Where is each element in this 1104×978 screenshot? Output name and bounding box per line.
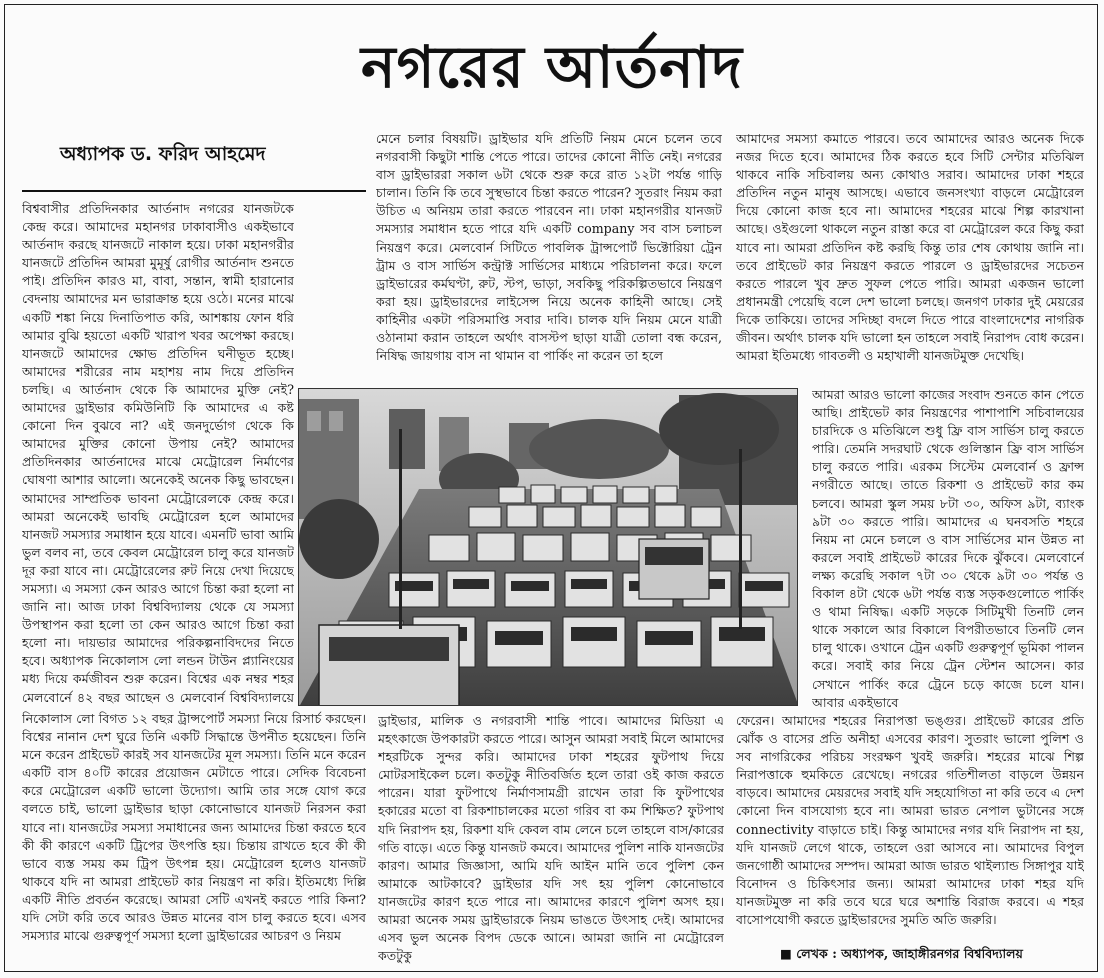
traffic-jam-photo bbox=[298, 388, 798, 706]
paragraph: আমাদের সমস্যা কমাতে পারবে। তবে আমাদের আরও অনেক দিকে নজর দিতে হবে। আমাদের ঠিক করতে হবে সিটি সেন্টার মতিঝিল থাকবে নাকি সচিবালয় অন্য কোথাও সরাব। আমাদের ঢাকা শহরে প্রতিদিন নতুন মানুষ আসছে। এভাবে জনসংখ্যা বাড়লে মেট্রোরেল দিয়ে কোনো কাজ হবে না। আমাদের শহরের মাঝে শিল্প কারখানা আছে। ওইগুলো থাকলে নতুন রাস্তা করে বা মেট্রোরেল করে কিছু করা যাবে না। আমরা প্রতিদিন কষ্ট করছি কিন্তু তার শেষ কোথায় জানি না। তবে প্রাইভেট কার নিয়ন্ত্রণ করতে পারলে ও ড্রাইভারদের সচেতন করতে পারলে খুব দ্রুত সুফল পেতে পারি। আমরা একজন ভালো প্রধানমন্ত্রী পেয়েছি বলে দেশ ভালো চলছে। জনগণ ঢাকার দুই মেয়রের দিকে তাকিয়ে। তাদের সদিচ্ছা বদলে দিতে পারে বাংলাদেশের নাগরিক জীবন। অর্থাৎ চালক যদি ভালো হন তাহলে সবাই নিরাপদ বোধ করেন। আমরা ইতিমধ্যে গাবতলী ও মহাখালী যানজটমুক্ত দেখেছি। bbox=[736, 131, 1084, 364]
column-3-middle bbox=[812, 386, 1084, 712]
byline-rule bbox=[22, 190, 366, 192]
author-credit: ■ লেখক : অধ্যাপক, জাহাঙ্গীরনগর বিশ্ববিদ্যালয় bbox=[780, 946, 1023, 961]
paragraph: নিকোলাস লো বিগত ১২ বছর ট্রান্সপোর্ট সমস্যা নিয়ে রিসার্চ করছেন। বিশ্বের নানান দেশ ঘুরে তিনি একটি সিদ্ধান্তে উপনীত হয়েছেন। তিনি মনে করেন প্রাইভেট কারই সব যানজটের মূল সমস্যা। তিনি মনে করেন একটি বাস ৪০টি কারের প্রয়োজন মেটাতে পারে। সেদিক বিবেচনা করে মেট্রোরেল একটি ভালো উদ্যোগ। আমি তার সঙ্গে যোগ করে বলতে চাই, ভালো ড্রাইভার ছাড়া কোনোভাবে যানজট নিরসন করা যাবে না। যানজটের সমস্যা সমাধানের জন্য আমাদের চিন্তা করতে হবে কী কী কারণে একটি ট্রিপের উৎপত্তি হয়। চিন্তায় রাখতে হবে কী কী ভাবে ব্যস্ত সময় কম ট্রিপ উৎপন্ন হয়। মেট্রোরেল হলেও যানজট থাকবে যদি না আমরা প্রাইভেট কার নিয়ন্ত্রণ না করি। ইতিমধ্যে দিল্লি একটি নীতি প্রবর্তন করেছে। আমরা সেটি এখনই করতে পারি কিনা? যদি সেটা করি তবে আরও উন্নত মানের বাস চালু করতে হবে। এসব সমস্যার মাঝে গুরুত্বপূর্ণ সমস্যা হলো ড্রাইভারের আচরণ ও নিয়ম bbox=[22, 711, 366, 944]
byline: অধ্যাপক ড. ফরিদ আহমেদ bbox=[60, 143, 266, 165]
column-1-bottom bbox=[22, 710, 366, 945]
traffic-jam-illustration bbox=[299, 389, 798, 706]
headline: নগরের আর্তনাদ bbox=[360, 33, 744, 101]
column-2-bottom bbox=[378, 712, 724, 964]
column-3-bottom bbox=[736, 712, 1084, 944]
column-2-top bbox=[376, 130, 722, 384]
paragraph: ড্রাইভার, মালিক ও নগরবাসী শান্তি পাবে। আমাদের মিডিয়া এ মহৎকাজে উপকারটা করতে পারে। আসুন আমরা সবাই মিলে আমাদের শহরটিকে সুন্দর করি। আমাদের ঢাকা শহরের ফুটপাথ দিয়ে মোটরসাইকেল চলে। কতটুকু নীতিবর্জিত হলে তারা ওই কাজ করতে পারেন। যারা ফুটপাথে নির্মাণসামগ্রী রাখেন তারা কি ফুটপাথের হকারের মতো বা রিকশাচালকের মতো গরিব বা কম শিক্ষিত? ফুটপাথ যদি নিরাপদ হয়, রিকশা যদি কেবল বাম লেনে চলে তাহলে বাস/কারের গতি বাড়ে। এতে কিন্তু যানজট কমবে। আমাদের পুলিশ নাকি যানজটের কারণ। আমার জিজ্ঞাসা, আমি যদি আইন মানি তবে পুলিশ কেন আমাকে আটকাবে? ড্রাইভার যদি সৎ হয় পুলিশ কোনোভাবে যানজটের কারণ হতে পারে না। আমাদের কারণে পুলিশ অসৎ হয়। আমরা অনেক সময় ড্রাইভারকে নিয়ম ভাঙতে উৎসাহ দেই। আমাদের এসব ভুল অনেক বিপদ ডেকে আনে। আমরা জানি না মেট্রোরেল কতটুকু bbox=[378, 713, 724, 964]
paragraph: বিশ্ববাসীর প্রতিদিনকার আর্তনাদ নগরের যানজটকে কেন্দ্র করে। আমাদের মহানগর ঢাকাবাসীও একইভাবে আর্তনাদ করছে যানজটে নাকাল হয়ে। ঢাকা মহানগরীর যানজটে প্রতিদিন আমরা মুমূর্ষু রোগীর আর্তনাদ শুনতে পাই। প্রতিদিন কারও মা, বাবা, সন্তান, স্বামী হারানোর বেদনায় আমাদের মন ভারাক্রান্ত হয়ে ওঠে। মনের মাঝে একটি শঙ্কা নিয়ে দিনাতিপাত করি, আশঙ্কায় ফোন ধরি আমার বুঝি হয়তো একটি খারাপ খবর অপেক্ষা করছে। যানজটে আমাদের ক্ষোভ প্রতিদিন ঘনীভূত হচ্ছে। আমাদের শরীরের নাম মহাশয় নাম দিয়ে প্রতিদিন চলছি। এ আর্তনাদ থেকে কি আমাদের মুক্তি নেই? আমাদের ড্রাইভার কমিউনিটি কি আমাদের এ কষ্ট কোনো দিন বুঝবে না? এই জনদুর্ভোগ থেকে কি আমাদের মুক্তির কোনো উপায় নেই? আমাদের প্রতিদিনকার আর্তনাদের মাঝে মেট্রোরেল নির্মাণের ঘোষণা আশার আলো। অনেকেই অনেক কিছু ভাবছেন। আমাদের সাম্প্রতিক ভাবনা মেট্রোরেলকে কেন্দ্র করে। আমরা অনেকেই ভাবছি মেট্রোরেল হলে আমাদের যানজট সমস্যার সমাধান হয়ে যাবে। এমনটি ভাবা আমি ভুল বলব না, তবে কেবল মেট্রোরেল চালু করে যানজট দূর করা যাবে না। মেট্রোরেলের রুট নিয়ে দেখা দিয়েছে সমস্যা। এ সমস্যা কেন আরও আগে চিন্তা করা হলো না জানি না। আজ ঢাকা বিশ্ববিদ্যালয় থেকে যে সমস্যা উপস্থাপন করা হলো তা কেন আরও আগে চিন্তা করা হলো না। দায়ভার আমাদের পরিকল্পনাবিদদের নিতে হবে। অধ্যাপক নিকোলাস লো লন্ডন টাউন প্ল্যানিংয়ের মধ্য দিয়ে কর্মজীবন শুরু করেন। বিশ্বের এক নম্বর শহর মেলবোর্নে ৪২ বছর আছেন ও মেলবোর্ন বিশ্ববিদ্যালয়ে bbox=[22, 201, 294, 705]
paragraph: মেনে চলার বিষয়টি। ড্রাইভার যদি প্রতিটি নিয়ম মেনে চলেন তবে নগরবাসী কিছুটা শান্তি পেতে পারে। তাদের কোনো নীতি নেই। নগরের বাস ড্রাইভাররা সকাল ৬টা থেকে শুরু করে রাত ১২টা পর্যন্ত গাড়ি চালান। তিনি কি তবে সুস্থভাবে চিন্তা করতে পারেন? সুতরাং নিয়ম করা উচিত এ অনিয়ম তারা করতে পারবেন না। ঢাকা মহানগরীর যানজট সমস্যার সমাধান হতে পারে যদি একটি company সব বাস চলাচল নিয়ন্ত্রণ করে। মেলবোর্ন সিটিতে পাবলিক ট্রান্সপোর্ট ভিক্টোরিয়া ট্রেন ট্রাম ও বাস সার্ভিস কন্ট্রাক্ট সার্ভিসের মাধ্যমে পরিচালনা করে। ফলে ড্রাইভারের কর্মঘণ্টা, রুট, স্টপ, ভাড়া, সবকিছু পরিকল্পিতভাবে নিয়ন্ত্রণ করা হয়। ড্রাইভারদের লাইসেন্স নিয়ে অনেক কাহিনী আছে। সেই কাহিনীর একটা পরিসমাপ্তি সবার দাবি। চালক যদি নিয়ম মেনে যাত্রী ওঠানামা করান তাহলে অর্থাৎ বাসস্টপ ছাড়া যাত্রী তোলা বন্ধ করেন, নিষিদ্ধ জায়গায় বাস না থামান বা পার্কিং না করেন তা হলে bbox=[376, 131, 722, 364]
column-3-top bbox=[736, 130, 1084, 384]
paragraph: ফেরেন। আমাদের শহরের নিরাপত্তা ভঙ্গুর। প্রাইভেট কারের প্রতি ঝোঁক ও বাসের প্রতি অনীহা এসবের কারণ। সুতরাং ভালো পুলিশ ও সব নাগরিকের পরিচয় সংরক্ষণ খুবই জরুরি। শহরের মাঝে শিল্প নিরাপত্তাকে হুমকিতে রেখেছে। নগরের গতিশীলতা বাড়লে উন্নয়ন বাড়বে। আমাদের মেয়রদের সবাই যদি সহযোগিতা না করি তবে এ দেশ কোনো দিন বাসযোগ্য হবে না। আমরা ভারত নেপাল ভুটানের সঙ্গে connectivity বাড়াতে চাই। কিন্তু আমাদের নগর যদি নিরাপদ না হয়, যদি যানজট লেগে থাকে, তাহলে ওরা আসবে না। আমাদের বিপুল জনগোষ্ঠী আমাদের সম্পদ। আমরা আজ ভারত থাইল্যান্ড সিঙ্গাপুর যাই বিনোদন ও চিকিৎসার জন্য। আমরা আমাদের ঢাকা শহর যদি যানজটমুক্ত না করি তবে ঘরে ঘরে অশান্তি বিরাজ করবে। এ শহর বাসোপযোগী করতে ড্রাইভারদের সুমতি অতি জরুরি। bbox=[736, 713, 1084, 928]
paragraph: আমরা আরও ভালো কাজের সংবাদ শুনতে কান পেতে আছি। প্রাইভেট কার নিয়ন্ত্রণের পাশাপাশি সচিবালয়ের চারদিকে ও মতিঝিলে শুধু ফ্রি বাস সার্ভিস চালু করতে পারি। তেমনি সদরঘাট থেকে গুলিস্তান ফ্রি বাস সার্ভিস চালু করতে পারি। এরকম সিস্টেম মেলবোর্ন ও ফ্রান্স নগরীতে আছে। তাতে রিকশা ও প্রাইভেট কার কম চলবে। আমরা স্কুল সময় ৮টা ৩০, অফিস ৯টা, ব্যাংক ৯টা ৩০ করতে পারি। আমাদের এ ঘনবসতি শহরে নিয়ম না মেনে চললে ও বাস সার্ভিসের মান উন্নত না করলে সবাই প্রাইভেট কারের দিকে ঝুঁকবে। মেলবোর্নে লক্ষ্য করেছি সকাল ৭টা ৩০ থেকে ৯টা ৩০ পর্যন্ত ও বিকাল ৪টা থেকে ৬টা পর্যন্ত ব্যস্ত সড়কগুলোতে পার্কিং ও থামা নিষিদ্ধ। একটি সড়কে সিটিমুখী তিনটি লেন থাকে সকালে আর বিকালে বিপরীতভাবে তিনটি লেন চালু থাকে। ওখানে ট্রেন একটি গুরুত্বপূর্ণ ভূমিকা পালন করে। সবাই কার নিয়ে ট্রেন স্টেশন আসেন। কার সেখানে পার্কিং করে ট্রেনে চড়ে কাজে চলে যান। আবার একইভাবে bbox=[812, 387, 1084, 710]
column-1-top bbox=[22, 200, 294, 707]
